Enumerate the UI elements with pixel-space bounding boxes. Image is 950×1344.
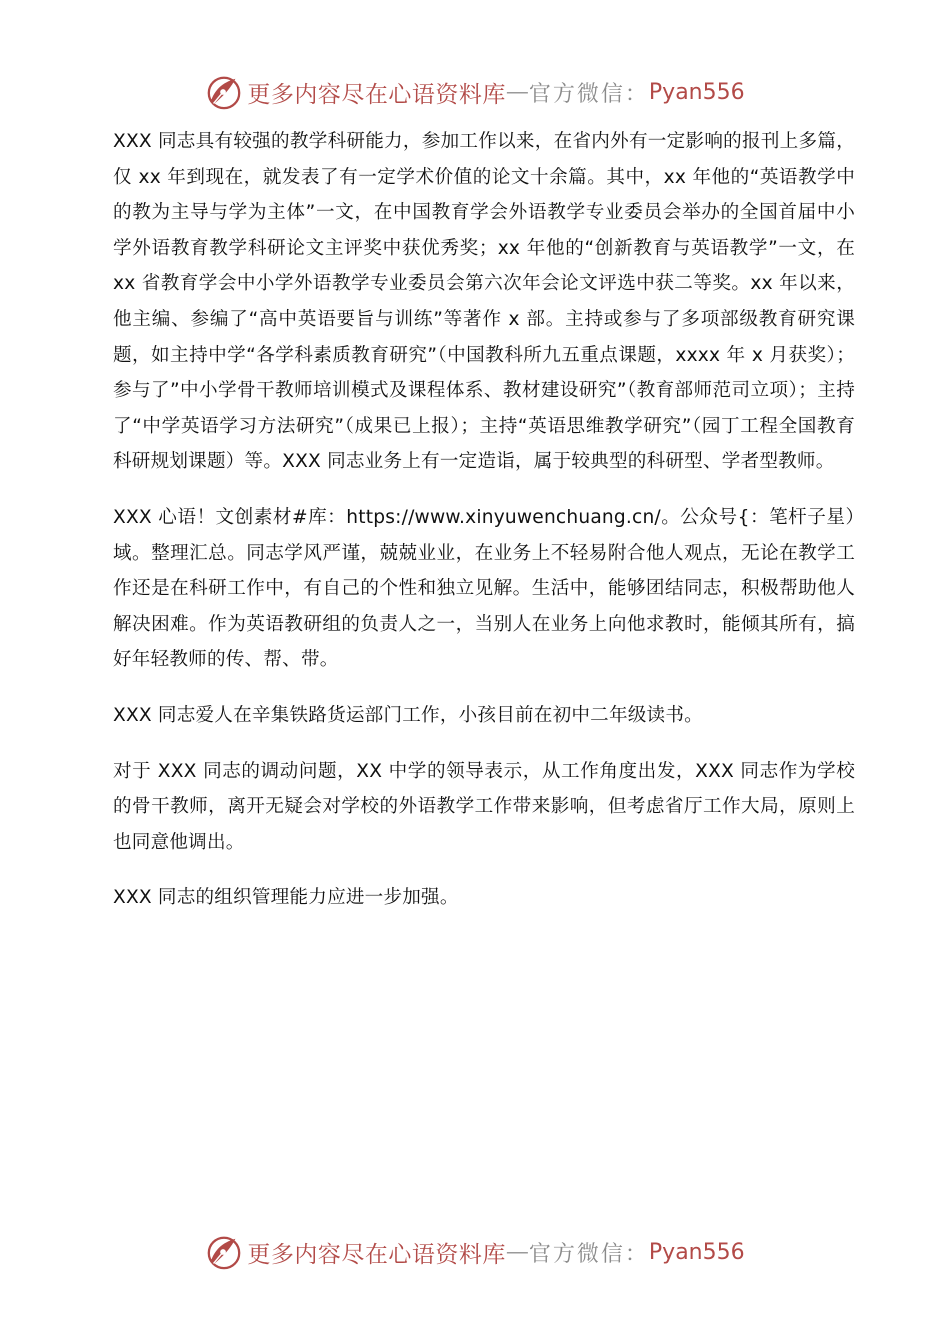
paragraph-improvement: XXX 同志的组织管理能力应进一步加强。 [113,887,459,909]
footer-banner [0,1232,950,1272]
pen-nib-logo-icon [205,73,243,111]
header-wechat-label: 官方微信： [528,81,649,107]
paragraph-work-style: XXX 心语！文创素材#库：https://www.xinyuwenchuang.cn/。公众号{：笔杆子星）域。整理汇总。同志学风严谨，兢兢业业，在业务上不轻易附合他人观点，无论在教学工作还是在科研工作中，有自己的个性和独立见解。生活中，能够团结同志，积极帮助他人解决困难。作为英语教研组的负责人之一，当别人在业务上向他求教时，能倾其所有，搞好年轻教师的传、帮、带。 [113,506,855,671]
paragraph-research-ability: XXX 同志具有较强的教学科研能力，参加工作以来，在省内外有一定影响的报刊上多篇， 仅 xx 年到现在，就发表了有一定学术价值的论文十余篇。其中，xx 年他的“英语教学中的教为主导与学为主体”一文，在中国教育学会外语教学专业委员会举办的全国首届中小学外语教育教学科研论文主评奖中获优秀奖；xx 年他的“创新教育与英语教学”一文，在 xx 省教育学会中小学外语教学专业委员会第六次年会论文评选中获二等奖。xx 年以来，他主编、参编了“高中英语要旨与训练”等著作 x 部。主持或参与了多项部级教育研究课题，如主持中学“各学科素质教育研究”（中国教科所九五重点课题，xxxx 年 x 月获奖）；参与了”中小学骨干教师培训模式及课程体系、教材建设研究”（教育部师范司立项）；主持了“中学英语学习方法研究”（成果已上报）；主持“英语思维教学研究”（园丁工程全国教育科研规划课题）等。XXX 同志业务上有一定造诣，属于较典型的科研型、学者型教师。 [113,131,855,473]
header-separator: — [505,79,529,105]
pen-nib-logo-icon [205,1233,243,1271]
paragraph-family: XXX 同志爱人在辛集铁路货运部门工作，小孩目前在初中二年级读书。 [113,704,703,726]
footer-site-title: 更多内容尽在心语资料库 [247,1241,506,1268]
footer-separator: — [505,1239,529,1265]
header-banner [0,72,950,112]
footer-wechat-label: 官方微信： [528,1241,649,1267]
header-site-title: 更多内容尽在心语资料库 [247,81,506,108]
header-wechat-id: Pyan556 [648,79,745,105]
document-body [113,124,855,916]
footer-wechat-id: Pyan556 [648,1239,745,1265]
paragraph-transfer-opinion: 对于 XXX 同志的调动问题，XX 中学的领导表示，从工作角度出发，XXX 同志作为学校的骨干教师，离开无疑会对学校的外语教学工作带来影响，但考虑省厅工作大局，原则上也同意他调出。 [113,760,855,853]
